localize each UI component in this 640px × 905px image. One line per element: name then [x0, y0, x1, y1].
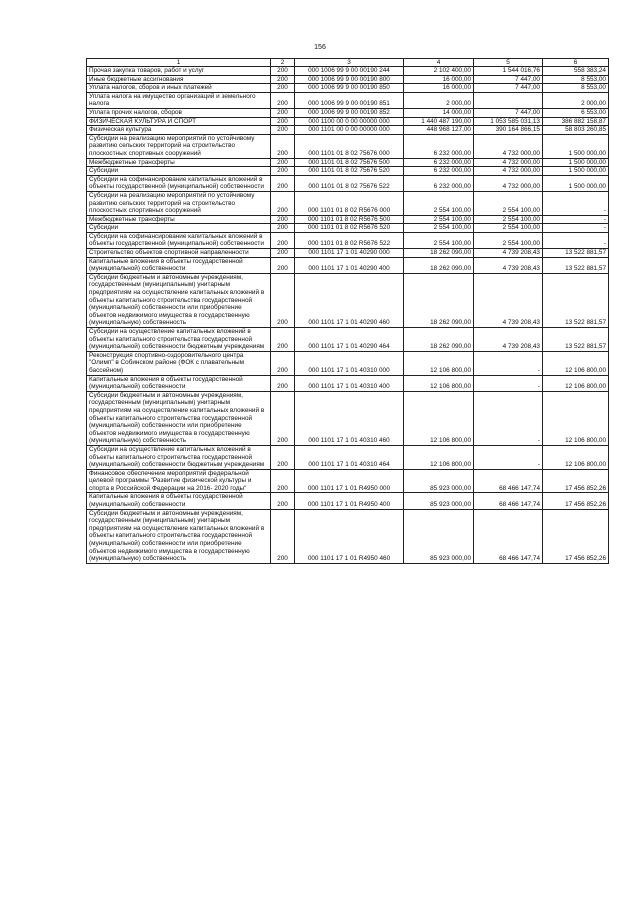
row-name-cell: ФИЗИЧЕСКАЯ КУЛЬТУРА И СПОРТ [87, 117, 271, 126]
row-classification-code-cell: 000 1101 17 1 01 40310 460 [295, 391, 404, 445]
row-approved-amount-cell: 6 232 000,00 [404, 167, 474, 176]
table-header-row [87, 59, 609, 67]
row-approved-amount-cell: 12 106 800,00 [404, 351, 474, 375]
row-name-cell: Капитальные вложения в объекты государственной (муниципальной) собственности [87, 493, 271, 509]
row-executed-amount-cell: - [474, 445, 543, 469]
row-approved-amount-cell: 1 440 487 190,00 [404, 117, 474, 126]
row-executed-amount-cell: 2 554 100,00 [474, 232, 543, 248]
table-row [87, 175, 609, 191]
column-header-2: 2 [271, 59, 295, 67]
row-name-cell: Иные бюджетные ассигнования [87, 75, 271, 84]
table-row [87, 493, 609, 509]
row-unexecuted-amount-cell: 2 000,00 [543, 92, 609, 108]
row-approved-amount-cell: 2 554 100,00 [404, 224, 474, 233]
row-unexecuted-amount-cell: 1 500 000,00 [543, 175, 609, 191]
row-unexecuted-amount-cell: 17 456 852,26 [543, 469, 609, 493]
row-executed-amount-cell: 1 053 585 031,13 [474, 117, 543, 126]
row-code-cell: 200 [271, 84, 295, 93]
row-code-cell: 200 [271, 117, 295, 126]
row-classification-code-cell: 000 1101 00 0 00 00000 000 [295, 126, 404, 135]
row-unexecuted-amount-cell: 12 106 800,00 [543, 391, 609, 445]
row-executed-amount-cell: 2 554 100,00 [474, 224, 543, 233]
table-row [87, 232, 609, 248]
row-approved-amount-cell: 2 554 100,00 [404, 215, 474, 224]
row-name-cell: Строительство объектов спортивной направленности [87, 249, 271, 258]
column-header-6: 6 [543, 59, 609, 67]
row-code-cell: 200 [271, 67, 295, 76]
row-code-cell: 200 [271, 92, 295, 108]
row-unexecuted-amount-cell: 17 456 852,26 [543, 493, 609, 509]
table-row [87, 445, 609, 469]
row-executed-amount-cell: 7 447,00 [474, 84, 543, 93]
row-executed-amount-cell: 2 554 100,00 [474, 191, 543, 215]
row-code-cell: 200 [271, 391, 295, 445]
row-code-cell: 200 [271, 493, 295, 509]
row-code-cell: 200 [271, 134, 295, 158]
row-code-cell: 200 [271, 445, 295, 469]
row-name-cell: Прочая закупка товаров, работ и услуг [87, 67, 271, 76]
row-executed-amount-cell: 4 739 208,43 [474, 273, 543, 327]
row-unexecuted-amount-cell: 558 383,24 [543, 67, 609, 76]
row-executed-amount-cell: 4 739 208,43 [474, 257, 543, 273]
row-unexecuted-amount-cell: 58 803 260,85 [543, 126, 609, 135]
row-approved-amount-cell: 12 106 800,00 [404, 375, 474, 391]
row-approved-amount-cell: 18 262 090,00 [404, 257, 474, 273]
table-row [87, 328, 609, 352]
table-row [87, 84, 609, 93]
row-name-cell: Уплата налога на имущество организаций и земельного налога [87, 92, 271, 108]
row-classification-code-cell: 000 1006 99 9 00 00190 851 [295, 92, 404, 108]
row-unexecuted-amount-cell: 12 106 800,00 [543, 351, 609, 375]
row-executed-amount-cell: 4 732 000,00 [474, 167, 543, 176]
table-row [87, 126, 609, 135]
table-row [87, 257, 609, 273]
row-unexecuted-amount-cell: 17 456 852,26 [543, 509, 609, 563]
column-header-3: 3 [295, 59, 404, 67]
row-approved-amount-cell: 2 102 400,00 [404, 67, 474, 76]
row-approved-amount-cell: 85 923 000,00 [404, 469, 474, 493]
table-row [87, 273, 609, 327]
row-executed-amount-cell: 4 732 000,00 [474, 175, 543, 191]
row-classification-code-cell: 000 1101 17 1 01 R4950 400 [295, 493, 404, 509]
row-executed-amount-cell: 7 447,00 [474, 75, 543, 84]
row-classification-code-cell: 000 1101 01 8 02 R5676 522 [295, 232, 404, 248]
row-name-cell: Субсидии на софинансирование капитальных вложений в объекты государственной (муниципальной) собственности [87, 175, 271, 191]
row-executed-amount-cell: 68 466 147,74 [474, 509, 543, 563]
table-body [87, 67, 609, 564]
row-classification-code-cell: 000 1006 99 9 00 00190 244 [295, 67, 404, 76]
row-unexecuted-amount-cell: 8 553,00 [543, 75, 609, 84]
row-unexecuted-amount-cell: 8 553,00 [543, 84, 609, 93]
row-approved-amount-cell: 18 262 090,00 [404, 273, 474, 327]
row-code-cell: 200 [271, 375, 295, 391]
row-unexecuted-amount-cell: - [543, 232, 609, 248]
row-executed-amount-cell: 68 466 147,74 [474, 493, 543, 509]
row-executed-amount-cell: 4 739 208,43 [474, 328, 543, 352]
row-approved-amount-cell: 12 106 800,00 [404, 391, 474, 445]
row-code-cell: 200 [271, 257, 295, 273]
row-name-cell: Межбюджетные трансферты [87, 158, 271, 167]
row-classification-code-cell: 000 1006 99 9 00 00190 800 [295, 75, 404, 84]
row-approved-amount-cell: 6 232 000,00 [404, 175, 474, 191]
row-approved-amount-cell: 85 923 000,00 [404, 509, 474, 563]
row-unexecuted-amount-cell: 1 500 000,00 [543, 134, 609, 158]
row-unexecuted-amount-cell: 13 522 881,57 [543, 257, 609, 273]
row-name-cell: Капитальные вложения в объекты государственной (муниципальной) собственности [87, 257, 271, 273]
row-approved-amount-cell: 16 000,00 [404, 75, 474, 84]
table-row [87, 167, 609, 176]
row-classification-code-cell: 000 1101 17 1 01 R4950 000 [295, 469, 404, 493]
row-executed-amount-cell: 68 466 147,74 [474, 469, 543, 493]
table-row [87, 391, 609, 445]
table-row [87, 224, 609, 233]
row-executed-amount-cell: 7 447,00 [474, 108, 543, 117]
row-unexecuted-amount-cell: 1 500 000,00 [543, 167, 609, 176]
row-classification-code-cell: 000 1101 17 1 01 40310 400 [295, 375, 404, 391]
row-code-cell: 200 [271, 167, 295, 176]
row-classification-code-cell: 000 1101 01 8 02 R5676 000 [295, 191, 404, 215]
table-row [87, 67, 609, 76]
row-executed-amount-cell: - [474, 351, 543, 375]
row-name-cell: Субсидии бюджетным и автономным учреждениям, государственным (муниципальным) унитарным предприятиям на осуществление капитальных вложений в объекты капитального строительства государственной (муниципальной) собственности или приобретение объектов недвижимого имущества в государственную (муниципальную) собственность [87, 391, 271, 445]
row-executed-amount-cell: 390 164 866,15 [474, 126, 543, 135]
row-unexecuted-amount-cell: - [543, 191, 609, 215]
row-unexecuted-amount-cell: 13 522 881,57 [543, 273, 609, 327]
row-code-cell: 200 [271, 191, 295, 215]
row-executed-amount-cell: 1 544 016,76 [474, 67, 543, 76]
row-code-cell: 200 [271, 75, 295, 84]
row-unexecuted-amount-cell: - [543, 224, 609, 233]
row-unexecuted-amount-cell: - [543, 215, 609, 224]
row-approved-amount-cell: 18 262 090,00 [404, 249, 474, 258]
table-row [87, 249, 609, 258]
row-executed-amount-cell: - [474, 375, 543, 391]
row-approved-amount-cell: 6 232 000,00 [404, 134, 474, 158]
row-classification-code-cell: 000 1101 17 1 01 40290 000 [295, 249, 404, 258]
row-name-cell: Уплата прочих налогов, сборов [87, 108, 271, 117]
row-unexecuted-amount-cell: 6 553,00 [543, 108, 609, 117]
row-approved-amount-cell: 2 554 100,00 [404, 191, 474, 215]
table-row [87, 191, 609, 215]
row-classification-code-cell: 000 1101 01 8 02 75676 522 [295, 175, 404, 191]
table-row [87, 158, 609, 167]
row-name-cell: Субсидии бюджетным и автономным учреждениям, государственным (муниципальным) унитарным предприятиям на осуществление капитальных вложений в объекты капитального строительства государственной (муниципальной) собственности или приобретение объектов недвижимого имущества в государственную (муниципальную) собственность [87, 273, 271, 327]
row-unexecuted-amount-cell: 12 106 800,00 [543, 445, 609, 469]
row-name-cell: Субсидии [87, 167, 271, 176]
row-approved-amount-cell: 6 232 000,00 [404, 158, 474, 167]
row-classification-code-cell: 000 1006 99 9 00 00190 850 [295, 84, 404, 93]
row-executed-amount-cell: 4 732 000,00 [474, 158, 543, 167]
row-classification-code-cell: 000 1101 17 1 01 40290 400 [295, 257, 404, 273]
table-row [87, 509, 609, 563]
row-code-cell: 200 [271, 469, 295, 493]
row-name-cell: Субсидии на осуществление капитальных вложений в объекты капитального строительства государственной (муниципальной) собственности бюджетным учреждениям [87, 328, 271, 352]
row-code-cell: 200 [271, 108, 295, 117]
row-code-cell: 200 [271, 215, 295, 224]
row-name-cell: Реконструкция спортивно-оздоровительного центра "Олимп" в Собинском районе (ФОК с плавательным бассейном) [87, 351, 271, 375]
table-row [87, 92, 609, 108]
row-classification-code-cell: 000 1101 17 1 01 40310 464 [295, 445, 404, 469]
row-classification-code-cell: 000 1101 17 1 01 40290 464 [295, 328, 404, 352]
row-unexecuted-amount-cell: 13 522 881,57 [543, 328, 609, 352]
row-classification-code-cell: 000 1101 17 1 01 40290 460 [295, 273, 404, 327]
column-header-1: 1 [87, 59, 271, 67]
row-classification-code-cell: 000 1101 01 8 02 R5676 520 [295, 224, 404, 233]
table-row [87, 108, 609, 117]
row-name-cell: Субсидии на софинансирование капитальных вложений в объекты государственной (муниципальной) собственности [87, 232, 271, 248]
row-classification-code-cell: 000 1101 17 1 01 R4950 460 [295, 509, 404, 563]
row-name-cell: Субсидии на реализацию мероприятий по устойчивому развитию сельских территорий на строительство плоскостных спортивных сооружений [87, 191, 271, 215]
budget-execution-table [86, 58, 609, 564]
row-code-cell: 200 [271, 232, 295, 248]
row-name-cell: Субсидии бюджетным и автономным учреждениям, государственным (муниципальным) унитарным предприятиям на осуществление капитальных вложений в объекты капитального строительства государственной (муниципальной) собственности или приобретение объектов недвижимого имущества в государственную (муниципальную) собственность [87, 509, 271, 563]
row-approved-amount-cell: 2 000,00 [404, 92, 474, 108]
row-executed-amount-cell: - [474, 391, 543, 445]
table-row [87, 117, 609, 126]
column-header-4: 4 [404, 59, 474, 67]
row-unexecuted-amount-cell: 386 882 158,87 [543, 117, 609, 126]
row-classification-code-cell: 000 1101 17 1 01 40310 000 [295, 351, 404, 375]
row-code-cell: 200 [271, 249, 295, 258]
row-code-cell: 200 [271, 126, 295, 135]
row-name-cell: Уплата налогов, сборов и иных платежей [87, 84, 271, 93]
row-code-cell: 200 [271, 158, 295, 167]
row-classification-code-cell: 000 1101 01 8 02 75676 500 [295, 158, 404, 167]
row-approved-amount-cell: 2 554 100,00 [404, 232, 474, 248]
row-approved-amount-cell: 14 000,00 [404, 108, 474, 117]
row-classification-code-cell: 000 1101 01 8 02 75676 520 [295, 167, 404, 176]
table-row [87, 215, 609, 224]
column-header-5: 5 [474, 59, 543, 67]
row-name-cell: Субсидии на осуществление капитальных вложений в объекты капитального строительства государственной (муниципальной) собственности бюджетным учреждениям [87, 445, 271, 469]
row-name-cell: Финансовое обеспечение мероприятий федеральной целевой программы "Развитие физической культуры и спорта в Российской Федерации на 2016- 2020 годы" [87, 469, 271, 493]
row-code-cell: 200 [271, 175, 295, 191]
row-approved-amount-cell: 16 000,00 [404, 84, 474, 93]
row-classification-code-cell: 000 1101 01 8 02 R5676 500 [295, 215, 404, 224]
row-name-cell: Субсидии на реализацию мероприятий по устойчивому развитию сельских территорий на строительство плоскостных спортивных сооружений [87, 134, 271, 158]
row-code-cell: 200 [271, 273, 295, 327]
row-code-cell: 200 [271, 351, 295, 375]
table-row [87, 134, 609, 158]
table-row [87, 75, 609, 84]
page-number: 156 [314, 44, 326, 51]
row-name-cell: Субсидии [87, 224, 271, 233]
row-name-cell: Капитальные вложения в объекты государственной (муниципальной) собственности [87, 375, 271, 391]
row-classification-code-cell: 000 1100 00 0 00 00000 000 [295, 117, 404, 126]
row-unexecuted-amount-cell: 1 500 000,00 [543, 158, 609, 167]
row-executed-amount-cell: 4 732 000,00 [474, 134, 543, 158]
row-code-cell: 200 [271, 328, 295, 352]
row-unexecuted-amount-cell: 12 106 800,00 [543, 375, 609, 391]
row-classification-code-cell: 000 1006 99 9 00 00190 852 [295, 108, 404, 117]
row-approved-amount-cell: 12 106 800,00 [404, 445, 474, 469]
row-name-cell: Межбюджетные трансферты [87, 215, 271, 224]
row-classification-code-cell: 000 1101 01 8 02 75676 000 [295, 134, 404, 158]
row-name-cell: Физическая культура [87, 126, 271, 135]
row-code-cell: 200 [271, 509, 295, 563]
row-approved-amount-cell: 448 968 127,00 [404, 126, 474, 135]
table-row [87, 375, 609, 391]
row-code-cell: 200 [271, 224, 295, 233]
row-executed-amount-cell: 4 739 208,43 [474, 249, 543, 258]
row-unexecuted-amount-cell: 13 522 881,57 [543, 249, 609, 258]
row-executed-amount-cell [474, 92, 543, 108]
table-row [87, 469, 609, 493]
row-approved-amount-cell: 85 923 000,00 [404, 493, 474, 509]
table-row [87, 351, 609, 375]
row-approved-amount-cell: 18 262 090,00 [404, 328, 474, 352]
row-executed-amount-cell: 2 554 100,00 [474, 215, 543, 224]
